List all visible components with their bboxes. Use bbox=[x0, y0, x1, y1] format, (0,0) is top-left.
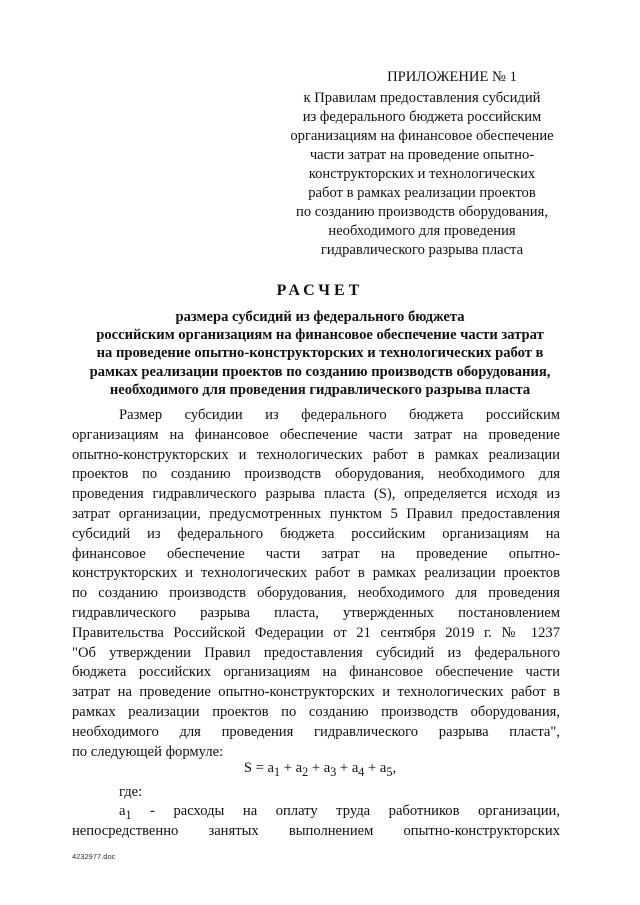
definition-text: - расходы на оплату труда работников организации, bbox=[131, 803, 560, 819]
formula-term-sub: 1 bbox=[274, 764, 281, 779]
body-line: по созданию производств оборудования, необходимого для проведения bbox=[72, 585, 560, 602]
appendix-line: конструкторских и технологических bbox=[308, 166, 536, 182]
body-line: проектов по созданию производств оборудования, необходимого для bbox=[72, 466, 560, 483]
document-subtitle bbox=[72, 308, 568, 399]
formula-term-sub: 2 bbox=[302, 764, 309, 779]
appendix-line: из федерального бюджета российским bbox=[302, 109, 542, 125]
body-line: финансовое обеспечение части затрат на проведение опытно- bbox=[72, 545, 560, 562]
body-line: гидравлического разрыва пласта, утвержденных постановлением bbox=[72, 604, 560, 621]
body-line: Размер субсидии из федерального бюджета российским bbox=[119, 407, 560, 423]
body-line: Правительства Российской Федерации от 21 сентября 2019 г. № 1237 bbox=[72, 624, 560, 641]
subtitle-line: на проведение опытно-конструкторских и технологических работ в bbox=[96, 345, 544, 362]
file-code: 4232977.doc bbox=[72, 852, 116, 861]
subtitle-line: российским организациям на финансовое обеспечение части затрат bbox=[96, 327, 544, 344]
definition-line bbox=[72, 802, 560, 822]
body-line: необходимого для проведения гидравлического разрыва пласта", bbox=[72, 723, 560, 740]
appendix-title: ПРИЛОЖЕНИЕ № 1 bbox=[387, 69, 517, 85]
formula-term-sep: , bbox=[392, 760, 397, 776]
document-title: РАСЧЕТ bbox=[276, 282, 364, 299]
body-line: по следующей формуле: bbox=[72, 743, 224, 760]
formula-lhs: S = bbox=[243, 760, 268, 776]
body-line: опытно-конструкторских и технологических работ в рамках реализации bbox=[72, 446, 560, 463]
formula-term-base: a bbox=[323, 760, 331, 776]
body-line: затрат организации, предусмотренных пунктом 5 Правил предоставления bbox=[72, 505, 560, 522]
formula-term bbox=[267, 760, 296, 779]
formula-term-base: a bbox=[379, 760, 387, 776]
body-line: организациям на финансовое обеспечение части затрат на проведение bbox=[72, 426, 560, 443]
body-line: рамках реализации проектов по созданию производств оборудования, bbox=[72, 703, 560, 720]
formula-term bbox=[379, 760, 397, 779]
formula-term-sep: + bbox=[336, 760, 352, 776]
appendix-line: по созданию производств оборудования, bbox=[296, 204, 548, 220]
body-line: конструкторских и технологических работ в рамках реализации проектов bbox=[72, 565, 560, 582]
formula-term bbox=[295, 760, 324, 779]
subtitle-line: рамках реализации проектов по созданию производств оборудования, bbox=[89, 363, 551, 380]
appendix-line: части затрат на проведение опытно- bbox=[309, 147, 535, 163]
formula-term-sep: + bbox=[364, 760, 380, 776]
appendix-line: необходимого для проведения bbox=[328, 223, 516, 239]
formula-term bbox=[351, 760, 380, 779]
definition-a1 bbox=[72, 802, 560, 842]
body-line: "Об утверждении Правил предоставления субсидий из федерального bbox=[72, 644, 560, 661]
definition-symbol: a bbox=[119, 803, 126, 819]
definition-symbol-sub: 1 bbox=[125, 807, 132, 822]
definition-line: непосредственно занятых выполнением опытно-конструкторских bbox=[72, 822, 560, 839]
formula-term-base: a bbox=[295, 760, 303, 776]
appendix-line: работ в рамках реализации проектов bbox=[308, 185, 536, 201]
appendix-line: гидравлического разрыва пласта bbox=[320, 242, 524, 258]
appendix-line: организациям на финансовое обеспечение bbox=[290, 128, 554, 144]
formula-term-sub: 4 bbox=[358, 764, 365, 779]
formula-term bbox=[323, 760, 352, 779]
body-paragraph bbox=[72, 406, 560, 762]
body-line: проведения гидравлического разрыва пласта (S), определяется исходя из bbox=[72, 486, 560, 503]
where-label: где: bbox=[119, 784, 143, 800]
appendix-header bbox=[272, 68, 572, 260]
formula-term-sep: + bbox=[308, 760, 324, 776]
formula-term-sep: + bbox=[280, 760, 296, 776]
formula-term-sub: 3 bbox=[330, 764, 337, 779]
subtitle-line: размера субсидий из федерального бюджета bbox=[175, 309, 465, 325]
appendix-line: к Правилам предоставления субсидий bbox=[303, 90, 541, 106]
subtitle-line: необходимого для проведения гидравлического разрыва пласта bbox=[109, 381, 531, 398]
formula-term-base: a bbox=[267, 760, 275, 776]
formula-term-sub: 5 bbox=[386, 764, 393, 779]
body-line: субсидий из федерального бюджета российским организациям на bbox=[72, 525, 560, 542]
formula bbox=[0, 760, 640, 780]
formula-term-base: a bbox=[351, 760, 359, 776]
body-line: затрат на проведение опытно-конструкторских и технологических работ в bbox=[72, 684, 560, 701]
body-line: бюджета российских организациям на финансовое обеспечение части bbox=[72, 664, 560, 681]
